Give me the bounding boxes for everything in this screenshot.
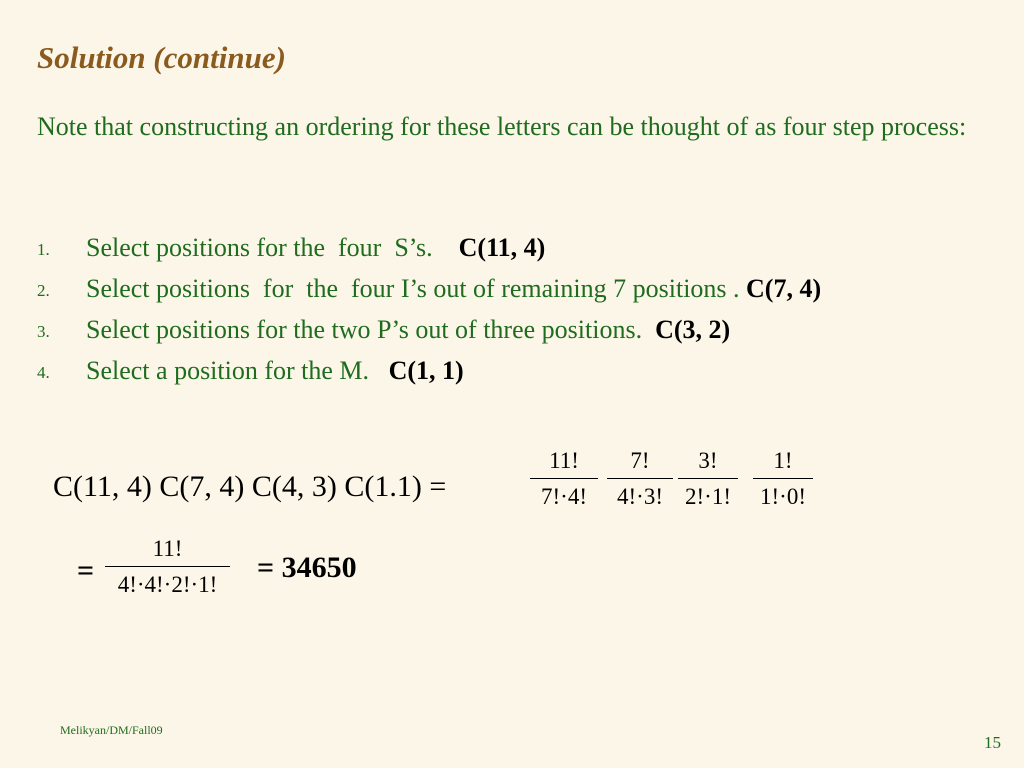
- step-number: 2.: [37, 281, 50, 300]
- step-item: [37, 309, 997, 350]
- step-formula: C(3, 2): [655, 315, 731, 344]
- result-fraction: [105, 534, 230, 600]
- step-text: Select positions for the four S’s.: [86, 233, 459, 262]
- fraction-1: [530, 446, 598, 512]
- step-text-wrapper: [86, 350, 464, 391]
- fraction-denominator: 4!·3!: [617, 484, 663, 509]
- footer-text: Melikyan/DM/Fall09: [60, 723, 163, 737]
- fraction-numerator: 7!: [630, 448, 650, 473]
- fraction-4: [753, 446, 813, 512]
- fraction-denominator: 7!·4!: [541, 484, 587, 509]
- step-text-wrapper: [86, 227, 545, 268]
- fraction-denominator: 2!·1!: [685, 484, 731, 509]
- fraction-numerator: 1!: [773, 448, 793, 473]
- fraction-bar: [753, 478, 813, 479]
- fraction-numerator: 3!: [698, 448, 718, 473]
- step-item: [37, 268, 997, 309]
- fraction-bar: [678, 478, 738, 479]
- fraction-3: [678, 446, 738, 512]
- fraction-numerator: 11!: [152, 536, 183, 561]
- step-formula: C(11, 4): [458, 233, 546, 262]
- result-value: = 34650: [257, 551, 357, 584]
- fraction-denominator: 4!·4!·2!·1!: [117, 572, 218, 597]
- fraction-2: [607, 446, 673, 512]
- step-text-wrapper: [86, 309, 730, 350]
- fraction-denominator: 1!·0!: [760, 484, 806, 509]
- step-text: Select positions for the four I’s out of remaining 7 positions .: [86, 274, 747, 303]
- step-text-wrapper: [86, 268, 821, 309]
- step-text: Select a position for the M.: [86, 356, 389, 385]
- step-formula: C(7, 4): [746, 274, 822, 303]
- step-item: [37, 227, 997, 268]
- step-item: [37, 350, 997, 391]
- fraction-bar: [530, 478, 598, 479]
- intro-paragraph: Note that constructing an ordering for these letters can be thought of as four step process:: [37, 112, 967, 141]
- step-number: 3.: [37, 322, 50, 341]
- fraction-numerator: 11!: [549, 448, 579, 473]
- fraction-bar: [607, 478, 673, 479]
- step-formula: C(1, 1): [388, 356, 464, 385]
- result-equals-sign: =: [77, 554, 95, 587]
- step-number: 4.: [37, 363, 50, 382]
- fraction-bar: [105, 566, 230, 567]
- step-text: Select positions for the two P’s out of three positions.: [86, 315, 656, 344]
- equation-lhs: C(11, 4) C(7, 4) C(4, 3) C(1.1) =: [53, 470, 447, 503]
- page-number: 15: [984, 733, 1001, 752]
- steps-list: [37, 227, 997, 391]
- slide-title: Solution (continue): [37, 40, 286, 75]
- step-number: 1.: [37, 240, 50, 259]
